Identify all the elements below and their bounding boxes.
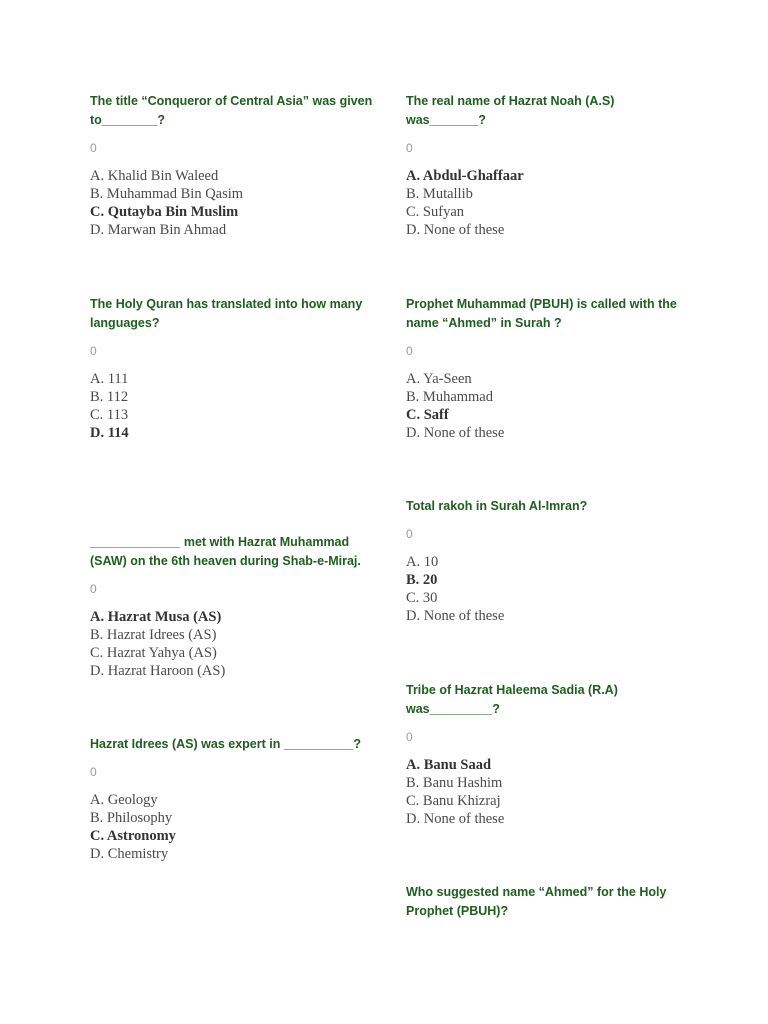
option-b: B. Banu Hashim xyxy=(406,775,503,791)
options-list xyxy=(90,167,380,239)
question-title: Prophet Muhammad (PBUH) is called with the name “Ahmed” in Surah ? xyxy=(406,297,677,330)
option-a-correct: A. Abdul-Ghaffaar xyxy=(406,168,524,184)
question-title: Hazrat Idrees (AS) was expert in __________? xyxy=(90,737,361,751)
options-list xyxy=(406,756,626,828)
question-title: Tribe of Hazrat Haleema Sadia (R.A) was_________? xyxy=(406,683,618,716)
question-title: The Holy Quran has translated into how many languages? xyxy=(90,297,363,330)
options-list xyxy=(406,553,691,625)
answer-count: 0 xyxy=(90,141,97,155)
option-d: D. None of these xyxy=(406,425,505,441)
option-c: C. 113 xyxy=(90,407,129,423)
options-list xyxy=(406,370,691,442)
options-list xyxy=(90,791,380,863)
answer-count: 0 xyxy=(406,344,413,358)
question-title: The title “Conqueror of Central Asia” was given to________? xyxy=(90,94,373,127)
question-title: _____________ met with Hazrat Muhammad (SAW) on the 6th heaven during Shab-e-Miraj. xyxy=(90,535,361,568)
option-a: A. 10 xyxy=(406,554,439,570)
option-c-correct: C. Qutayba Bin Muslim xyxy=(90,204,239,220)
option-b: B. 112 xyxy=(90,389,129,405)
option-d: D. None of these xyxy=(406,811,505,827)
option-c: C. 30 xyxy=(406,590,438,606)
question-card xyxy=(406,92,636,255)
option-c: C. Banu Khizraj xyxy=(406,793,501,809)
answer-count: 0 xyxy=(406,141,413,155)
option-b-correct: B. 20 xyxy=(406,572,438,588)
options-list xyxy=(90,370,370,442)
options-list xyxy=(90,608,375,680)
option-c-correct: C. Saff xyxy=(406,407,449,423)
question-card xyxy=(90,533,375,696)
question-title: Who suggested name “Ahmed” for the Holy Prophet (PBUH)? xyxy=(406,885,667,918)
option-c-correct: C. Astronomy xyxy=(90,828,176,844)
option-d: D. None of these xyxy=(406,608,505,624)
option-d-correct: D. 114 xyxy=(90,425,129,441)
option-c: C. Sufyan xyxy=(406,204,464,220)
option-c: C. Hazrat Yahya (AS) xyxy=(90,645,217,661)
option-b: B. Muhammad xyxy=(406,389,493,405)
question-card xyxy=(406,497,691,641)
option-b: B. Philosophy xyxy=(90,810,173,826)
answer-count: 0 xyxy=(90,344,97,358)
question-title: Total rakoh in Surah Al-Imran? xyxy=(406,499,588,513)
option-b: B. Muhammad Bin Qasim xyxy=(90,186,244,202)
option-d: D. Chemistry xyxy=(90,846,169,862)
option-a: A. Ya-Seen xyxy=(406,371,472,387)
options-list xyxy=(406,167,636,239)
question-card xyxy=(406,883,681,921)
option-d: D. Hazrat Haroon (AS) xyxy=(90,663,226,679)
answer-count: 0 xyxy=(406,730,413,744)
answer-count: 0 xyxy=(406,527,413,541)
question-title: The real name of Hazrat Noah (A.S) was_______? xyxy=(406,94,615,127)
option-a: A. Khalid Bin Waleed xyxy=(90,168,219,184)
option-a-correct: A. Banu Saad xyxy=(406,757,492,773)
option-b: B. Mutallib xyxy=(406,186,473,202)
answer-count: 0 xyxy=(90,765,97,779)
option-a: A. 111 xyxy=(90,371,129,387)
question-card xyxy=(406,295,691,458)
question-card xyxy=(90,295,370,458)
question-card xyxy=(90,735,380,879)
question-card xyxy=(406,681,626,844)
option-a: A. Geology xyxy=(90,792,158,808)
option-b: B. Hazrat Idrees (AS) xyxy=(90,627,217,643)
question-card xyxy=(90,92,380,255)
answer-count: 0 xyxy=(90,582,97,596)
option-d: D. None of these xyxy=(406,222,505,238)
option-a-correct: A. Hazrat Musa (AS) xyxy=(90,609,222,625)
option-d: D. Marwan Bin Ahmad xyxy=(90,222,227,238)
